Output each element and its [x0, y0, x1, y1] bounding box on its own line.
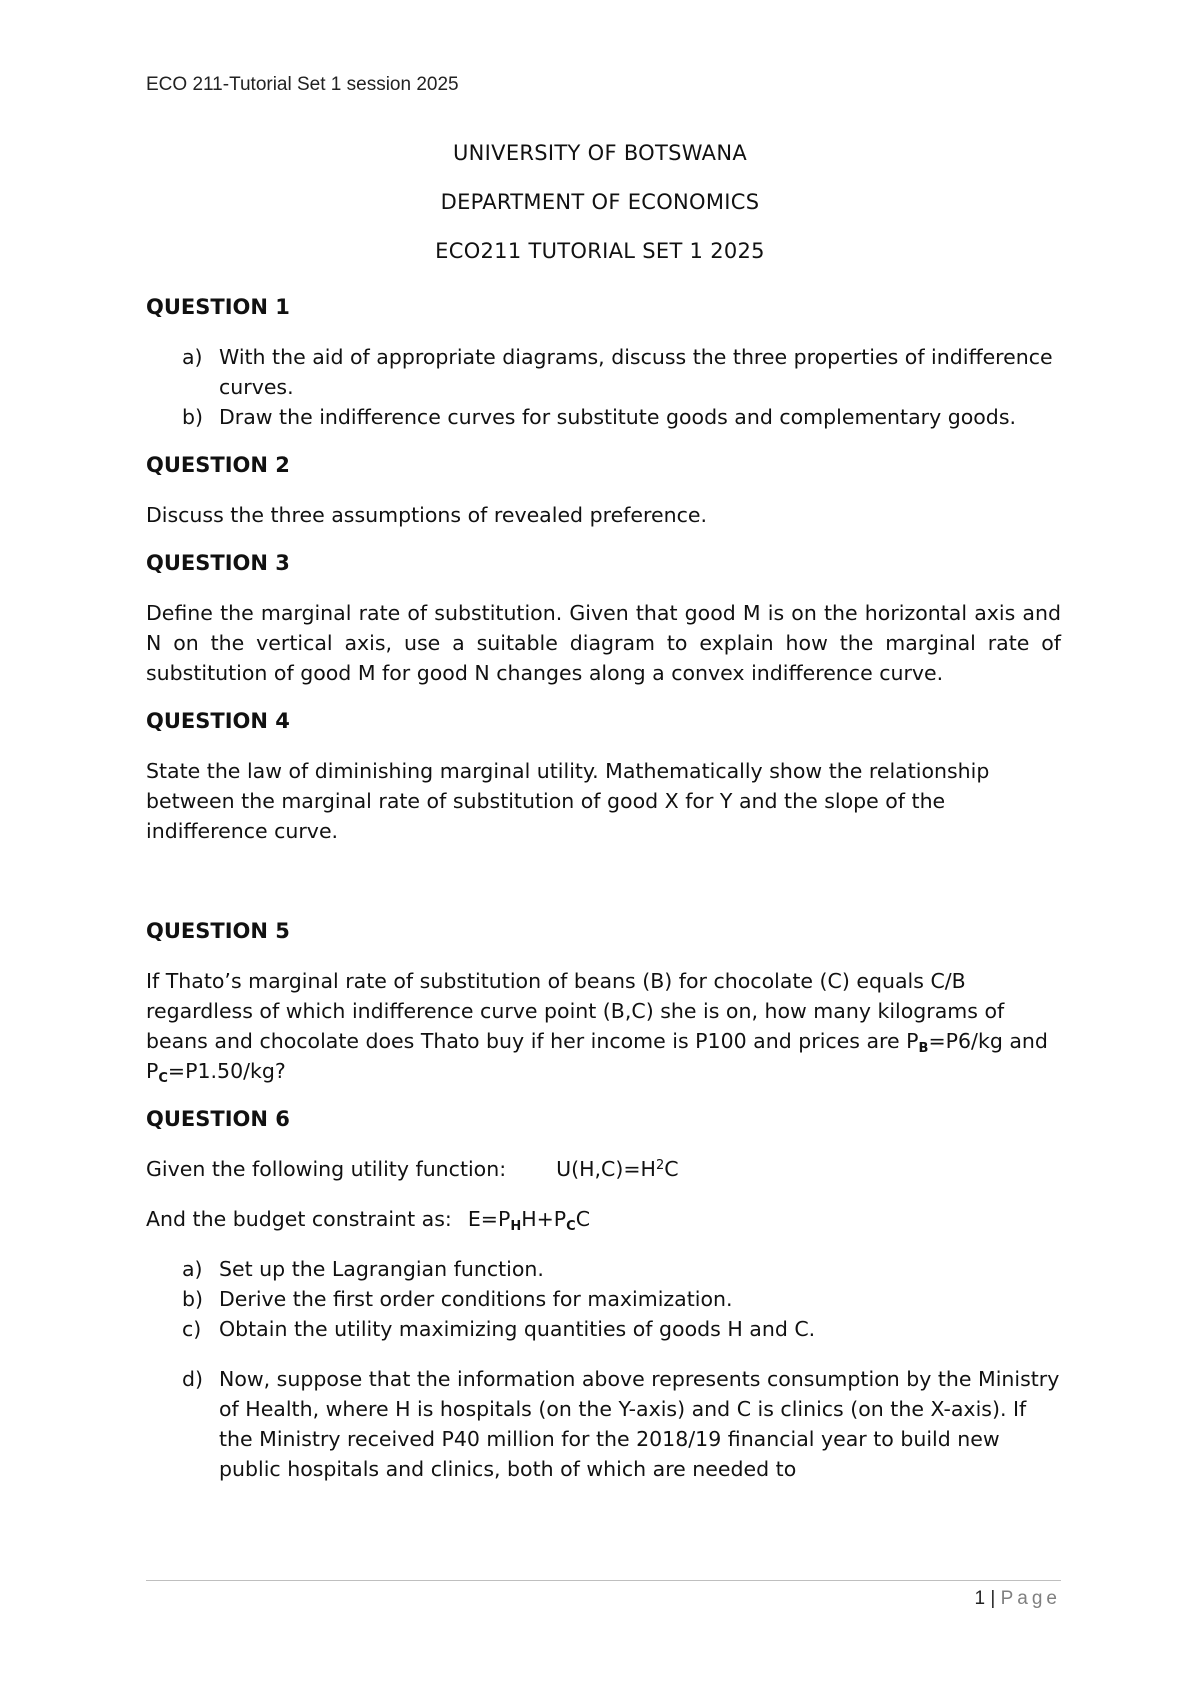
page-separator: | — [990, 1588, 996, 1609]
budget-mid: H+P — [521, 1207, 567, 1231]
question-1b-text: Draw the indifference curves for substitute goods and complementary goods. — [219, 405, 1017, 429]
list-marker: a) — [182, 1257, 203, 1281]
question-1-heading: QUESTION 1 — [146, 295, 290, 319]
page-number: 1 — [974, 1588, 986, 1609]
question-1b — [146, 402, 1061, 432]
question-6a — [146, 1254, 1061, 1284]
list-marker: b) — [182, 405, 204, 429]
question-1a-text: With the aid of appropriate diagrams, discuss the three properties of indifference curves. — [219, 345, 1053, 399]
question-6a-text: Set up the Lagrangian function. — [219, 1257, 544, 1281]
question-1a — [146, 342, 1061, 402]
budget-sub-c: C — [566, 1219, 576, 1234]
budget-e: E=P — [467, 1207, 511, 1231]
utility-lhs: U(H,C)=H — [556, 1157, 656, 1181]
question-6-list — [146, 1254, 1061, 1344]
budget-constraint-line — [146, 1204, 1061, 1234]
page-footer — [975, 1588, 1061, 1610]
utility-exponent: 2 — [655, 1158, 665, 1173]
question-4-text: State the law of diminishing marginal utility. Mathematically show the relationship between the marginal rate of substitution of good X for Y and the slope of the indifference curve. — [146, 759, 990, 843]
price-c-subscript: C — [158, 1071, 168, 1086]
budget-end: C — [575, 1207, 591, 1231]
question-1-list — [146, 342, 1061, 432]
question-6c — [146, 1314, 1061, 1344]
question-3-text: Define the marginal rate of substitution. Given that good M is on the horizontal axis and N on the vertical axis, use a suitable diagram to explain how the marginal rate of substitution of good M for good N changes along a convex indifference curve. — [146, 601, 1061, 685]
course-title: ECO211 TUTORIAL SET 1 2025 — [435, 239, 765, 263]
question-6b-text: Derive the first order conditions for maximization. — [219, 1287, 733, 1311]
department-title: DEPARTMENT OF ECONOMICS — [440, 190, 760, 214]
list-marker: a) — [182, 345, 203, 369]
question-5-body: If Thato’s marginal rate of substitution of beans (B) for chocolate (C) equals C/B regardless of which indifference curve point (B,C) she is on, how many kilograms of beans and chocolate does Thato buy if her income is P100 and prices are — [146, 969, 1005, 1053]
page-label: Page — [1000, 1588, 1061, 1609]
question-5-heading: QUESTION 5 — [146, 919, 290, 943]
question-3-heading: QUESTION 3 — [146, 551, 290, 575]
university-title: UNIVERSITY OF BOTSWANA — [452, 141, 748, 165]
question-2-heading: QUESTION 2 — [146, 453, 290, 477]
price-b-subscript: B — [918, 1041, 929, 1056]
budget-label: And the budget constraint as: — [146, 1207, 452, 1231]
price-c-value: =P1.50/kg? — [167, 1059, 286, 1083]
footer-divider — [146, 1580, 1061, 1581]
question-6d-text: Now, suppose that the information above represents consumption by the Ministry of Health, where H is hospitals (on the Y-axis) and C is clinics (on the X-axis). If the Ministry received P40 million for the 2018/19 financial year to build new public hospitals and clinics, both of which are needed to — [219, 1367, 1060, 1481]
question-6b — [146, 1284, 1061, 1314]
page-header: ECO 211-Tutorial Set 1 session 2025 — [146, 74, 459, 95]
document-body — [146, 292, 1061, 1484]
question-6-list-continued — [146, 1364, 1061, 1484]
question-6-heading: QUESTION 6 — [146, 1107, 290, 1131]
price-b-symbol: P — [906, 1029, 919, 1053]
price-c-symbol: P — [146, 1059, 159, 1083]
utility-rhs: C — [664, 1157, 679, 1181]
budget-sub-h: H — [510, 1219, 522, 1234]
utility-function-line — [146, 1154, 1061, 1184]
title-block — [0, 142, 1200, 289]
utility-label: Given the following utility function: — [146, 1157, 507, 1181]
question-6c-text: Obtain the utility maximizing quantities of goods H and C. — [219, 1317, 816, 1341]
question-2-text: Discuss the three assumptions of revealed preference. — [146, 503, 707, 527]
question-6d — [146, 1364, 1061, 1484]
list-marker: b) — [182, 1287, 204, 1311]
price-b-value: =P6/kg and — [928, 1029, 1048, 1053]
question-5-text — [146, 966, 1061, 1086]
list-marker: c) — [182, 1317, 202, 1341]
list-marker: d) — [182, 1367, 204, 1391]
question-4-heading: QUESTION 4 — [146, 709, 290, 733]
